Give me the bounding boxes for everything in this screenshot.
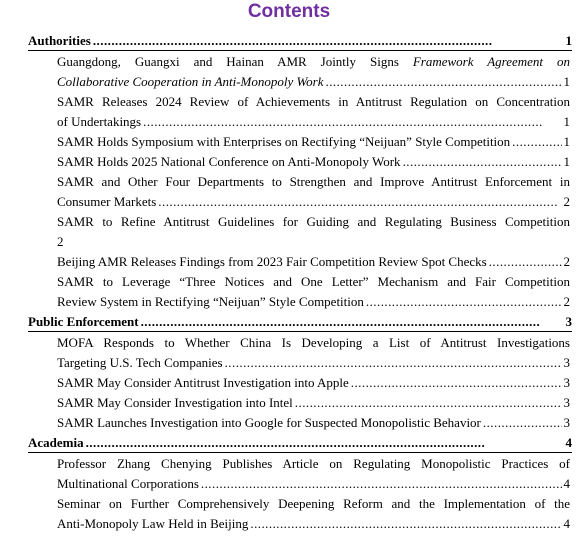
toc-section-academia bbox=[0, 433, 578, 534]
toc-entry[interactable] bbox=[57, 52, 570, 92]
toc-section-authorities bbox=[0, 31, 578, 312]
section-divider bbox=[28, 331, 572, 332]
dot-leader bbox=[143, 112, 561, 132]
toc-entry-page-number: 1 bbox=[563, 154, 570, 169]
dot-leader bbox=[483, 413, 562, 433]
toc-entry-list bbox=[0, 454, 578, 534]
toc-entry-list bbox=[0, 333, 578, 433]
dot-leader bbox=[250, 514, 561, 534]
toc-entry-text-line: Seminar on Further Comprehensively Deepening Reform and the Implementation of the bbox=[57, 496, 570, 511]
toc-entry-text-line: SAMR Releases 2024 Review of Achievements in Antitrust Regulation on Concentration bbox=[57, 94, 570, 109]
toc-entry-page-number: 1 bbox=[563, 74, 570, 89]
toc-entry-last-line bbox=[57, 192, 570, 212]
toc-section-page-number: 4 bbox=[565, 435, 572, 450]
toc-entry-text: Review System in Rectifying “Neijuan” Style Competition bbox=[57, 294, 364, 309]
toc-entry[interactable] bbox=[57, 272, 570, 312]
toc-entry-text: of Undertakings bbox=[57, 114, 142, 129]
toc-entry-last-line bbox=[57, 373, 570, 393]
toc-entry-page-number: 3 bbox=[563, 415, 570, 430]
toc-entry-text-line: MOFA Responds to Whether China Is Developing a List of Antitrust Investigations bbox=[57, 335, 570, 350]
toc-section-heading-row[interactable] bbox=[0, 31, 578, 50]
toc-entry-page-number: 4 bbox=[563, 476, 570, 491]
toc-entry-text: SAMR May Consider Antitrust Investigation into Apple bbox=[57, 375, 349, 390]
toc-section-page-number: 1 bbox=[565, 33, 572, 48]
toc-section-page-number: 3 bbox=[565, 314, 572, 329]
toc-entry[interactable] bbox=[57, 92, 570, 132]
toc-entry-text: SAMR Holds 2025 National Conference on Anti-Monopoly Work bbox=[57, 154, 401, 169]
toc-entry-last-line bbox=[57, 112, 570, 132]
toc-entry-italic-text: Collaborative Cooperation in Anti-Monopoly Work bbox=[57, 74, 324, 89]
toc-entry-page-number: 3 bbox=[563, 375, 570, 390]
toc-entry[interactable] bbox=[57, 494, 570, 534]
toc-entry[interactable] bbox=[57, 132, 570, 152]
dot-leader bbox=[366, 292, 562, 312]
toc-entry-page-number: 3 bbox=[563, 355, 570, 370]
toc-entry-last-line bbox=[57, 474, 570, 494]
dot-leader bbox=[201, 474, 562, 494]
toc-entry-text: Multinational Corporations bbox=[57, 476, 199, 491]
toc-entry-text: Guangdong, Guangxi and Hainan AMR Jointly Signs bbox=[57, 54, 413, 69]
dot-leader bbox=[512, 132, 561, 152]
toc-entry-page-number: 2 bbox=[563, 194, 570, 209]
dot-leader bbox=[403, 152, 562, 172]
toc-entry[interactable] bbox=[57, 333, 570, 373]
toc-entry-last-line bbox=[57, 72, 570, 92]
dot-leader bbox=[295, 393, 562, 413]
dot-leader bbox=[225, 353, 562, 373]
toc-entry-text-line: SAMR to Leverage “Three Notices and One Letter” Mechanism and Fair Competition bbox=[57, 274, 570, 289]
toc-entry-last-line bbox=[57, 252, 570, 272]
toc-entry[interactable] bbox=[57, 413, 570, 433]
toc-entry[interactable] bbox=[57, 172, 570, 212]
toc-entry-last-line bbox=[57, 353, 570, 373]
toc-entry-italic-text: Framework Agreement on bbox=[412, 54, 570, 69]
toc-entry-last-line bbox=[57, 152, 570, 172]
dot-leader bbox=[351, 373, 562, 393]
toc-entry[interactable] bbox=[57, 152, 570, 172]
toc-entry-page-number: 2 bbox=[563, 294, 570, 309]
toc-entry-text: SAMR Holds Symposium with Enterprises on Rectifying “Neijuan” Style Competition bbox=[57, 134, 511, 149]
toc-entry-page-number: 1 bbox=[563, 114, 570, 129]
toc-entry-last-line bbox=[57, 413, 570, 433]
dot-leader bbox=[158, 192, 561, 212]
toc-section-public-enforcement bbox=[0, 312, 578, 433]
dot-leader bbox=[86, 433, 564, 452]
toc-entry[interactable] bbox=[57, 454, 570, 494]
toc-entry-last-line bbox=[57, 132, 570, 152]
toc-entry-last-line bbox=[57, 514, 570, 534]
toc-entry-page-number: 4 bbox=[563, 516, 570, 531]
section-divider bbox=[28, 50, 572, 51]
toc-entry-text-line: SAMR to Refine Antitrust Guidelines for Guiding and Regulating Business Competition bbox=[57, 214, 570, 229]
toc-entry-text: Consumer Markets bbox=[57, 194, 157, 209]
toc-section-heading-row[interactable] bbox=[0, 433, 578, 452]
toc-entry-text: SAMR May Consider Investigation into Intel bbox=[57, 395, 293, 410]
toc-entry[interactable] bbox=[57, 393, 570, 413]
dot-leader bbox=[326, 72, 562, 92]
toc-entry-text: SAMR Launches Investigation into Google for Suspected Monopolistic Behavior bbox=[57, 415, 481, 430]
toc-entry-text-line: Professor Zhang Chenying Publishes Article on Regulating Monopolistic Practices of bbox=[57, 456, 570, 471]
toc-entry-page-number: 2 bbox=[563, 254, 570, 269]
dot-leader bbox=[93, 31, 564, 50]
page-title: Contents bbox=[247, 1, 331, 22]
toc-entry-text-line: SAMR and Other Four Departments to Strengthen and Improve Antitrust Enforcement in bbox=[57, 174, 570, 189]
toc-section-heading: Academia bbox=[28, 435, 84, 450]
toc-entry-page-number: 1 bbox=[563, 134, 570, 149]
toc-entry-text-line bbox=[57, 52, 570, 72]
toc-entry-last-line bbox=[57, 393, 570, 413]
toc-section-heading: Public Enforcement bbox=[28, 314, 139, 329]
toc-entry-page-number: 2 bbox=[57, 234, 64, 249]
toc-entry-text: Anti-Monopoly Law Held in Beijing bbox=[57, 516, 249, 531]
toc-section-heading: Authorities bbox=[28, 33, 91, 48]
toc-entry-last-line bbox=[57, 292, 570, 312]
toc-section-heading-row[interactable] bbox=[0, 312, 578, 331]
toc-entry[interactable] bbox=[57, 212, 570, 252]
table-of-contents bbox=[0, 31, 578, 534]
toc-entry-text: Targeting U.S. Tech Companies bbox=[57, 355, 223, 370]
toc-entry-list bbox=[0, 52, 578, 312]
dot-leader bbox=[489, 252, 562, 272]
toc-entry[interactable] bbox=[57, 373, 570, 393]
toc-entry[interactable] bbox=[57, 252, 570, 272]
toc-entry-page-number: 3 bbox=[563, 395, 570, 410]
dot-leader bbox=[141, 312, 564, 331]
toc-entry-text: Beijing AMR Releases Findings from 2023 Fair Competition Review Spot Checks bbox=[57, 254, 487, 269]
section-divider bbox=[28, 452, 572, 453]
